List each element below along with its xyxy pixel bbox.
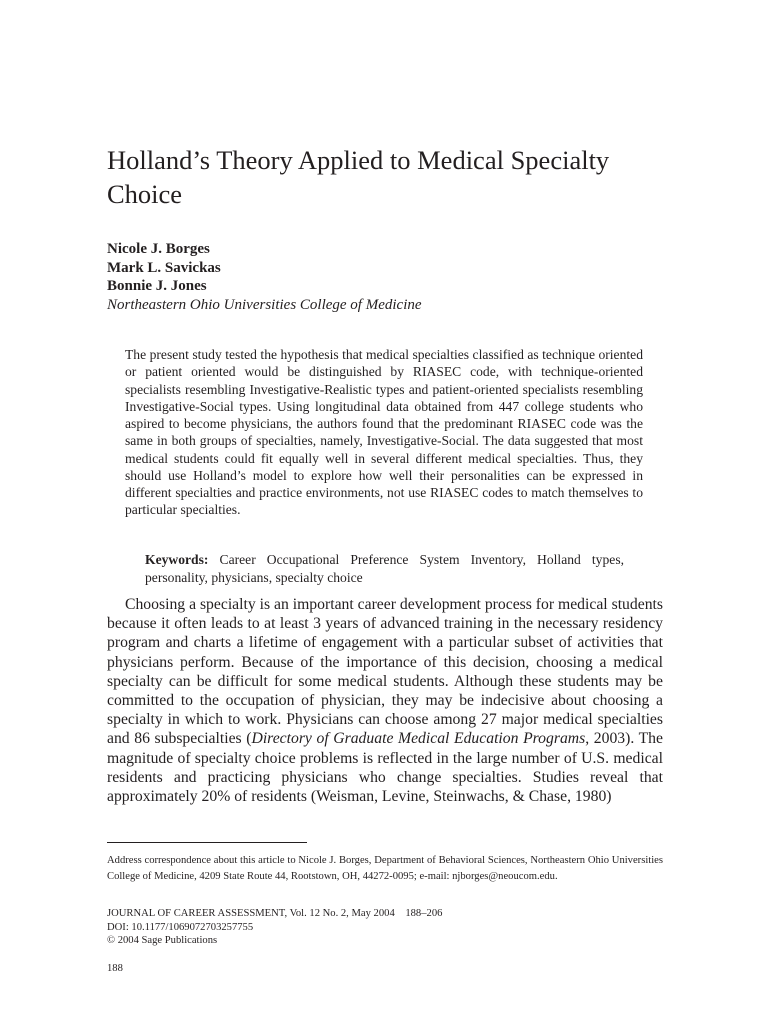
keywords [145, 551, 624, 586]
journal-info [107, 907, 663, 948]
journal-citation: JOURNAL OF CAREER ASSESSMENT, Vol. 12 No. 2, May 2004 188–206 [107, 908, 443, 919]
author-name: Mark L. Savickas [107, 259, 221, 276]
body-paragraph [107, 595, 663, 806]
body-text: , 2003). The magnitude of specialty choice problems is reflected in the large number of U.S. medical residents and practicing physicians who change specialties. Studies reveal that approximately 20% of residents (Weisman, Levine, Steinwachs, & Chase, 1980) [107, 730, 663, 806]
body-text: Choosing a specialty is an important career development process for medical students because it often leads to at least 3 years of advanced training in the necessary residency program and charts a lifetime of engagement with a particular subset of activities that physicians perform. Because of the importance of this decision, choosing a medical specialty can be difficult for some medical students. Although these students may be committed to the occupation of physician, they may be indecisive about choosing a specialty in which to work. Physicians can choose among 27 major medical specialties and 86 subspecialties ( [107, 596, 664, 748]
doi: DOI: 10.1177/1069072703257755 [107, 921, 254, 933]
keywords-list: Career Occupational Preference System Inventory, Holland types, personality, physicians, specialty choice [145, 552, 625, 585]
copyright: © 2004 Sage Publications [107, 935, 218, 946]
author-block [107, 240, 667, 314]
author-affiliation: Northeastern Ohio Universities College of Medicine [107, 296, 422, 313]
author-name: Nicole J. Borges [107, 241, 210, 257]
page-number: 188 [107, 963, 123, 974]
body-citation-title: Directory of Graduate Medical Education Programs [251, 730, 586, 748]
abstract: The present study tested the hypothesis that medical specialties classified as technique oriented or patient oriented would be distinguished by RIASEC code, with technique-oriented specialists resembling Investigative-Realistic types and patient-oriented specialists resembling Investigative-Social types. Using longitudinal data obtained from 447 college students who aspired to become physicians, the authors found that the predominant RIASEC code was the same in both groups of specialties, namely, Investigative-Social. The data suggested that most medical students could fit equally well in several different medical specialties. Thus, they should use Holland’s model to explore how well their personalities can be expressed in different specialties and practice environments, not use RIASEC codes to match themselves to particular specialties. [125, 347, 643, 518]
keywords-label: Keywords: [145, 552, 209, 567]
footnote-divider [107, 842, 307, 843]
article-title: Holland’s Theory Applied to Medical Specialty Choice [107, 145, 610, 209]
correspondence-note: Address correspondence about this article to Nicole J. Borges, Department of Behavioral Sciences, Northeastern Ohio Universities College of Medicine, 4209 State Route 44, Rootstown, OH, 44272-0095; e-mail: njborges@neoucom.edu. [107, 855, 663, 883]
author-name: Bonnie J. Jones [107, 278, 207, 294]
